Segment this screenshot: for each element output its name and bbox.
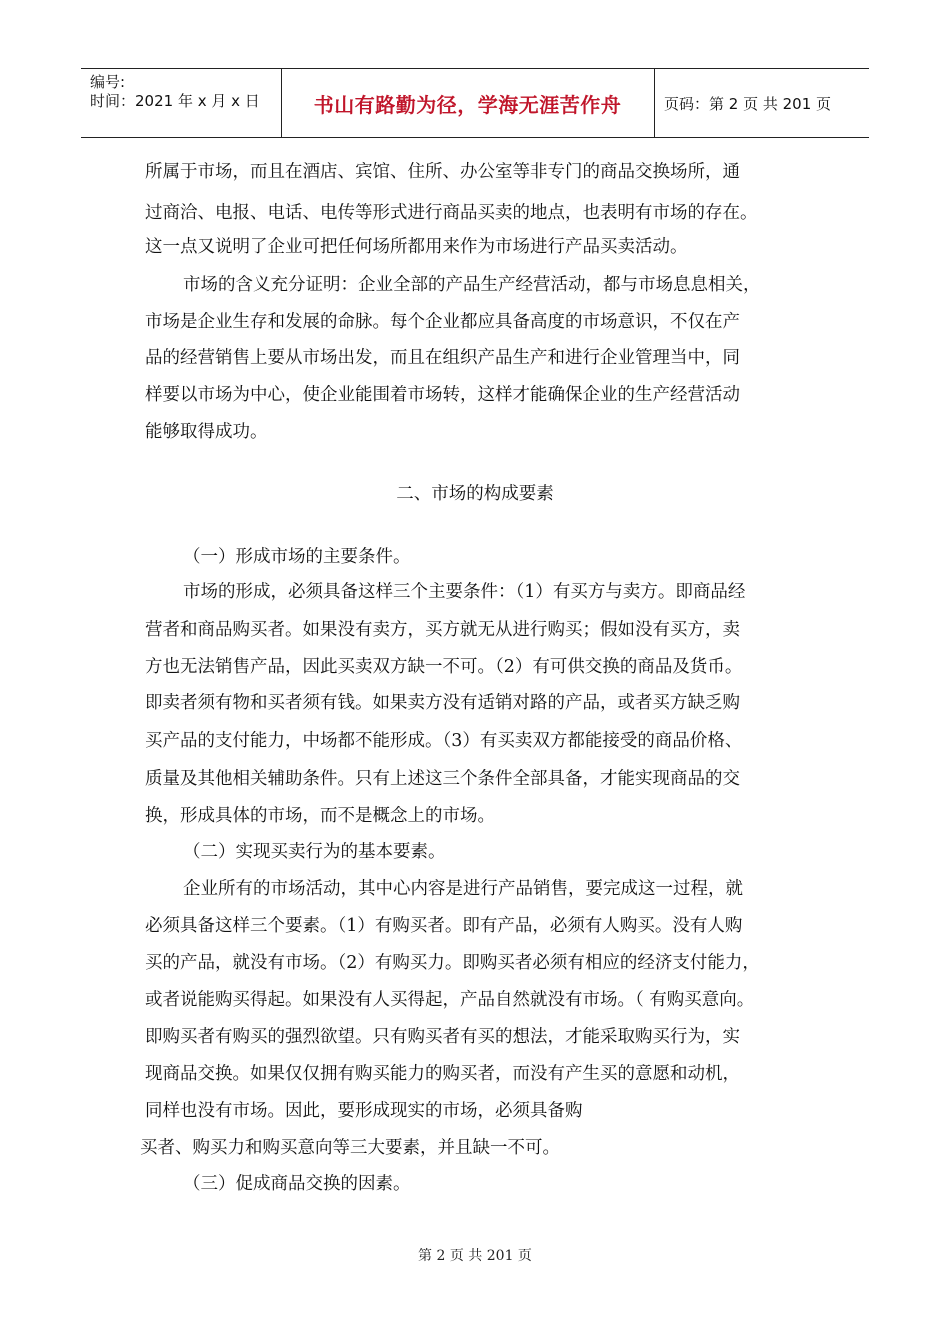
section-heading: 二、市场的构成要素 xyxy=(396,484,554,504)
subsection-heading: （一）形成市场的主要条件。 xyxy=(183,547,411,567)
text-line: 方也无法销售产品，因此买卖双方缺一不可。（2）有可供交换的商品及货币。 xyxy=(145,657,743,677)
text-line: 即卖者须有物和买者须有钱。如果卖方没有适销对路的产品，或者买方缺乏购 xyxy=(145,693,740,713)
text-line: 同样也没有市场。因此，要形成现实的市场，必须具备购 xyxy=(145,1101,583,1121)
paragraph-start: 市场的含义充分证明：企业全部的产品生产经营活动，都与市场息息相关， xyxy=(183,275,761,295)
text-line: 能够取得成功。 xyxy=(145,422,268,442)
date-line: 时间：2021 年 x 月 x 日 xyxy=(90,92,260,110)
header-page-info: 页码：第 2 页 共 201 页 xyxy=(664,94,832,113)
paragraph-start: 企业所有的市场活动，其中心内容是进行产品销售，要完成这一过程，就 xyxy=(183,879,743,899)
text-line: 样要以市场为中心，使企业能围着市场转，这样才能确保企业的生产经营活动 xyxy=(145,385,740,405)
text-line: 买者、购买力和购买意向等三大要素，并且缺一不可。 xyxy=(140,1138,560,1158)
text-line: 或者说能购买得起。如果没有人买得起，产品自然就没有市场。（ 有购买意向。 xyxy=(145,990,755,1010)
text-line: 即购买者有购买的强烈欲望。只有购买者有买的想法，才能采取购买行为，实 xyxy=(145,1027,740,1047)
header-meta xyxy=(81,69,281,137)
number-label: 编号: xyxy=(90,73,126,91)
page-footer: 第 2 页 共 201 页 xyxy=(418,1248,532,1264)
text-line: 品的经营销售上要从市场出发，而且在组织产品生产和进行企业管理当中，同 xyxy=(145,348,740,368)
subsection-heading: （二）实现买卖行为的基本要素。 xyxy=(183,842,446,862)
text-line: 现商品交换。如果仅仅拥有购买能力的购买者，而没有产生买的意愿和动机， xyxy=(145,1064,740,1084)
text-line: 买产品的支付能力，中场都不能形成。（3）有买卖双方都能接受的商品价格、 xyxy=(145,731,743,751)
text-line: 质量及其他相关辅助条件。只有上述这三个条件全部具备，才能实现商品的交 xyxy=(145,769,740,789)
text-line: 市场是企业生存和发展的命脉。每个企业都应具备高度的市场意识，不仅在产 xyxy=(145,312,740,332)
text-line: 换，形成具体的市场，而不是概念上的市场。 xyxy=(145,806,495,826)
text-line: 营者和商品购买者。如果没有卖方，买方就无从进行购买；假如没有买方，卖 xyxy=(145,620,740,640)
paragraph-start: 市场的形成，必须具备这样三个主要条件：（1）有买方与卖方。即商品经 xyxy=(183,582,746,602)
page-header xyxy=(81,68,869,138)
text-line: 必须具备这样三个要素。（1）有购买者。即有产品，必须有人购买。没有人购 xyxy=(145,916,743,936)
header-motto: 书山有路勤为径，学海无涯苦作舟 xyxy=(313,92,622,117)
text-line: 买的产品，就没有市场。（2）有购买力。即购买者必须有相应的经济支付能力， xyxy=(145,953,760,973)
text-line: 这一点又说明了企业可把任何场所都用来作为市场进行产品买卖活动。 xyxy=(145,237,688,257)
text-line: 所属于市场，而且在酒店、宾馆、住所、办公室等非专门的商品交换场所，通 xyxy=(145,162,740,182)
subsection-heading: （三）促成商品交换的因素。 xyxy=(183,1174,411,1194)
text-line: 过商洽、电报、电话、电传等形式进行商品买卖的地点，也表明有市场的存在。 xyxy=(145,203,758,223)
